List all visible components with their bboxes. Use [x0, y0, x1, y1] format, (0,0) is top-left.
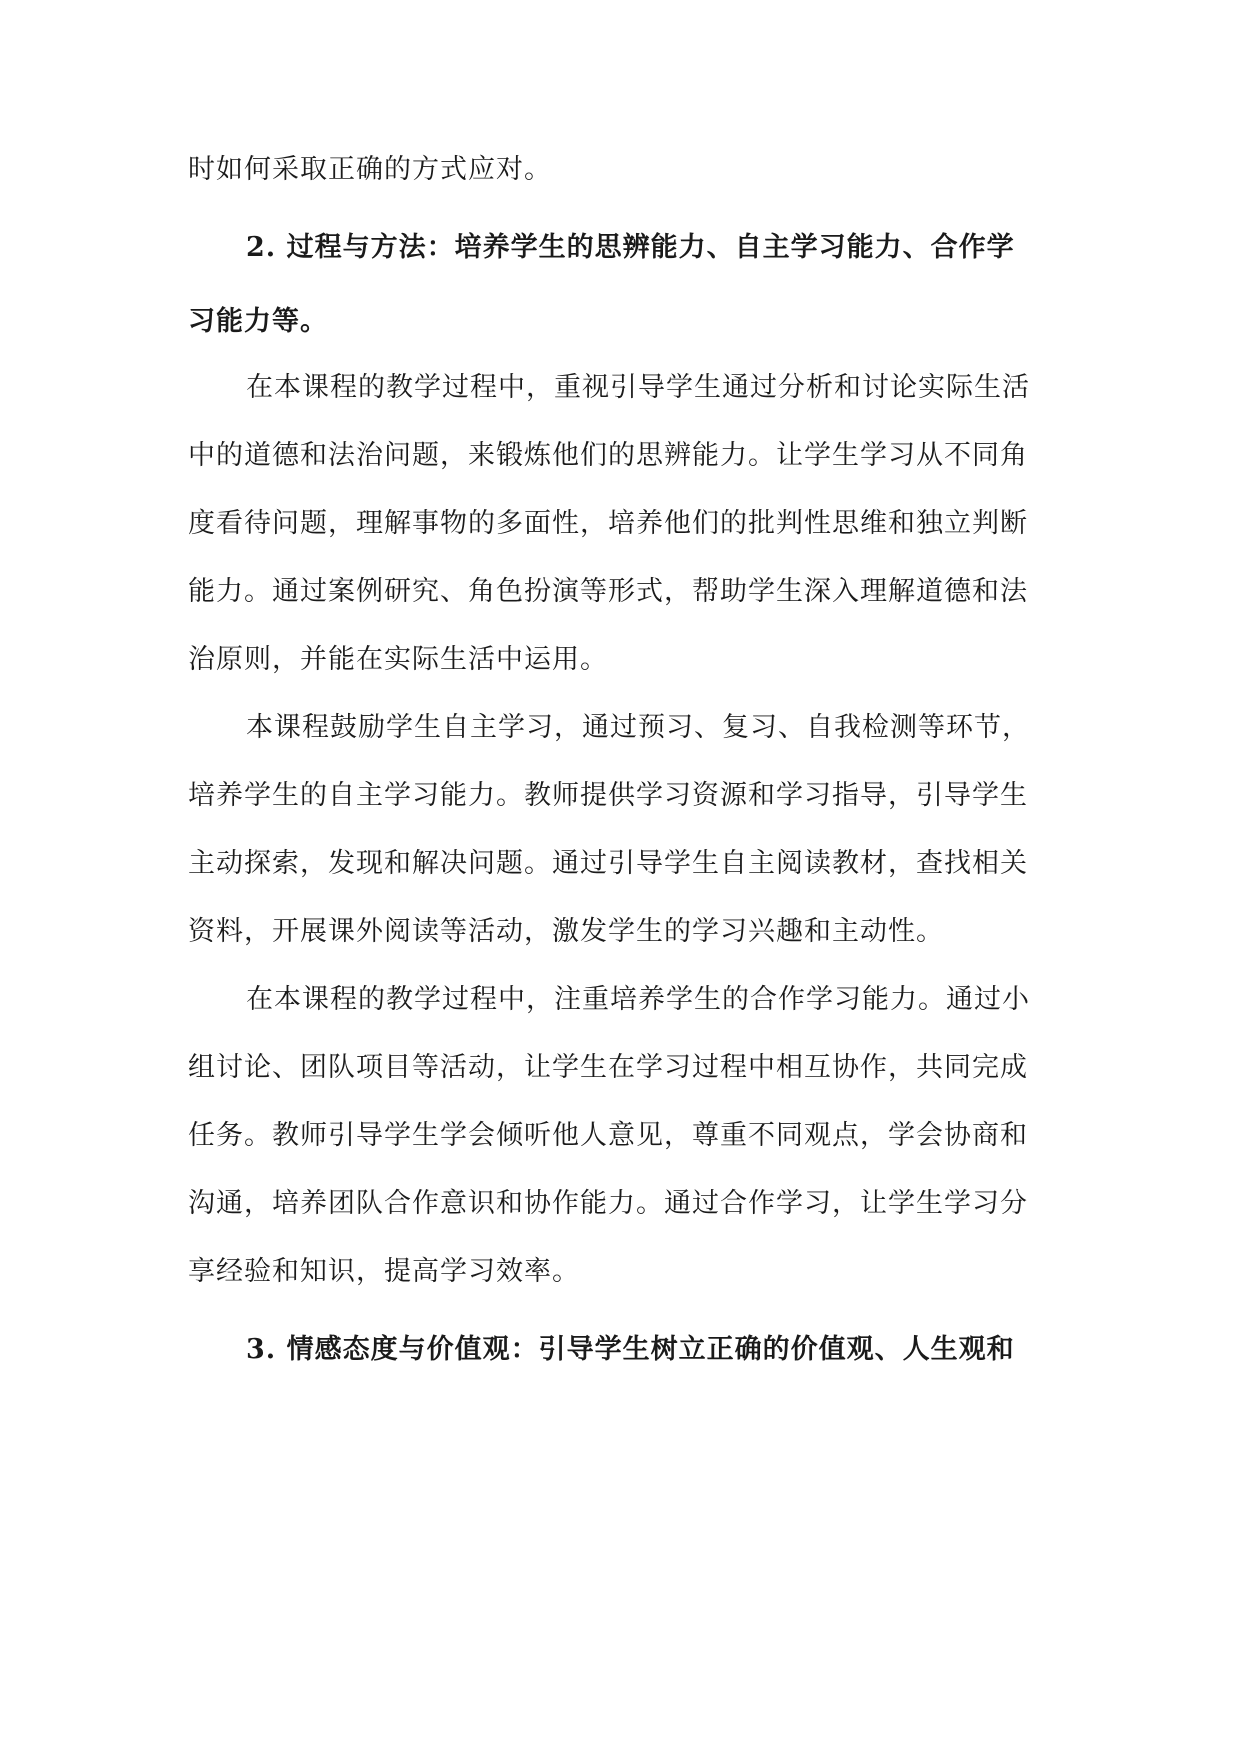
- paragraph-line: 组讨论、团队项目等活动，让学生在学习过程中相互协作，共同完成: [188, 1052, 1028, 1083]
- paragraph-line: 本课程鼓励学生自主学习，通过预习、复习、自我检测等环节，: [246, 712, 1030, 743]
- paragraph-line: 任务。教师引导学生学会倾听他人意见，尊重不同观点，学会协商和: [188, 1120, 1028, 1151]
- paragraph-line: 在本课程的教学过程中，重视引导学生通过分析和讨论实际生活: [246, 372, 1030, 403]
- paragraph-line: 能力。通过案例研究、角色扮演等形式，帮助学生深入理解道德和法: [188, 576, 1028, 607]
- paragraph-line: 时如何采取正确的方式应对。: [188, 154, 552, 185]
- paragraph-line: 沟通，培养团队合作意识和协作能力。通过合作学习，让学生学习分: [188, 1188, 1028, 1219]
- section-heading-2-continued: 习能力等。: [188, 306, 328, 337]
- paragraph-line: 在本课程的教学过程中，注重培养学生的合作学习能力。通过小: [246, 984, 1030, 1015]
- paragraph-line: 培养学生的自主学习能力。教师提供学习资源和学习指导，引导学生: [188, 780, 1028, 811]
- paragraph-line: 享经验和知识，提高学习效率。: [188, 1256, 580, 1287]
- paragraph-line: 治原则，并能在实际生活中运用。: [188, 644, 608, 675]
- paragraph-line: 主动探索，发现和解决问题。通过引导学生自主阅读教材，查找相关: [188, 848, 1028, 879]
- paragraph-line: 中的道德和法治问题，来锻炼他们的思辨能力。让学生学习从不同角: [188, 440, 1028, 471]
- paragraph-line: 资料，开展课外阅读等活动，激发学生的学习兴趣和主动性。: [188, 916, 944, 947]
- section-heading-2: 2. 过程与方法：培养学生的思辨能力、自主学习能力、合作学: [246, 232, 1015, 263]
- paragraph-line: 度看待问题，理解事物的多面性，培养他们的批判性思维和独立判断: [188, 508, 1028, 539]
- section-heading-3: 3. 情感态度与价值观：引导学生树立正确的价值观、人生观和: [246, 1334, 1015, 1365]
